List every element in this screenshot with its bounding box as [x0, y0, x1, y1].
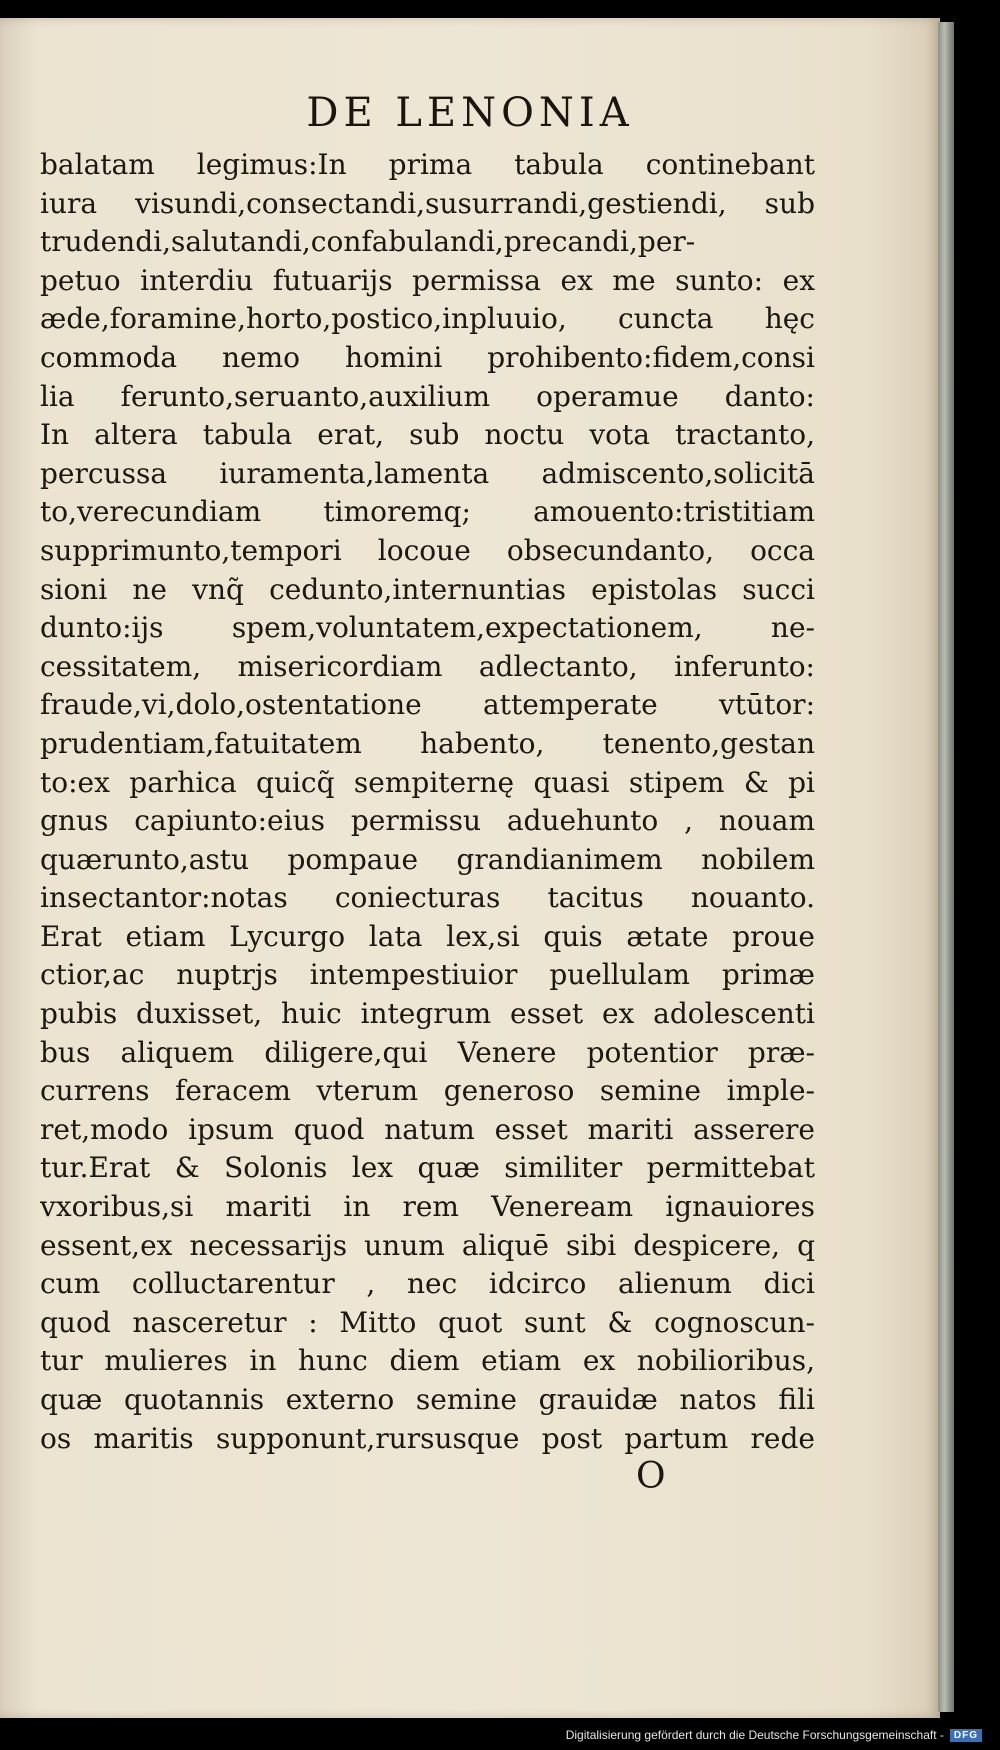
text-line: essent,ex necessarijs unum aliquē sibi despicere, q — [40, 1228, 815, 1262]
text-line: prudentiam,fatuitatem habento, tenento,gestan — [40, 726, 815, 760]
text-line: commoda nemo homini prohibento:fidem,consi — [40, 340, 815, 374]
text-line: petuo interdiu futuarijs permissa ex me sunto: ex — [40, 263, 815, 297]
text-line: pubis duxisset, huic integrum esset ex adolescenti — [40, 997, 815, 1031]
body-text — [40, 146, 815, 1458]
text-line: balatam legimus:In prima tabula continebant — [40, 148, 815, 181]
text-line: insectantor:notas coniecturas tacitus nouanto. — [40, 881, 815, 915]
text-line: dunto:ijs spem,voluntatem,expectationem, ne- — [40, 611, 815, 645]
text-line: quærunto,astu pompaue grandianimem nobilem — [40, 842, 815, 876]
text-line: tur.Erat & Solonis lex quæ similiter permittebat — [40, 1151, 815, 1185]
text-line: os maritis supponunt,rursusque post partum rede — [40, 1421, 815, 1455]
text-line: to:ex parhica quicq̃ sempiternę quasi stipem & pi — [40, 765, 815, 799]
text-line: percussa iuramenta,lamenta admiscento,solicitā — [40, 456, 815, 490]
text-line: In altera tabula erat, sub noctu vota tractanto, — [40, 418, 815, 452]
book-page — [0, 18, 940, 1718]
text-line: quod nasceretur : Mitto quot sunt & cognoscun- — [40, 1305, 815, 1339]
text-line: supprimunto,tempori locoue obsecundanto, occa — [40, 533, 815, 567]
text-line: iura visundi,consectandi,susurrandi,gestiendi, sub — [40, 186, 815, 220]
dfg-logo-icon: DFG — [950, 1729, 982, 1742]
text-line: lia ferunto,seruanto,auxilium operamue danto: — [40, 379, 815, 413]
text-line: to,verecundiam timoremq; amouento:tristitiam — [40, 495, 815, 529]
text-line: æde,foramine,horto,postico,inpluuio, cuncta hęc — [40, 302, 815, 336]
text-line: ctior,ac nuptrjs intempestiuior puellulam primæ — [40, 958, 815, 992]
text-line: cum colluctarentur , nec idcirco alienum dici — [40, 1267, 815, 1301]
footer-credit — [566, 1728, 982, 1742]
text-line: fraude,vi,dolo,ostentatione attemperate vtūtor: — [40, 688, 815, 722]
text-line: quæ quotannis externo semine grauidæ natos fili — [40, 1383, 815, 1416]
text-line: tur mulieres in hunc diem etiam ex nobilioribus, — [40, 1344, 815, 1378]
text-line: ret,modo ipsum quod natum esset mariti asserere — [40, 1112, 815, 1146]
text-line: Erat etiam Lycurgo lata lex,si quis ætate proue — [40, 919, 815, 953]
text-line: vxoribus,si mariti in rem Veneream ignauiores — [40, 1190, 815, 1224]
text-line: currens feracem vterum generoso semine imple- — [40, 1074, 815, 1108]
footer-credit-text: Digitalisierung gefördert durch die Deutsche Forschungsgemeinschaft - — [565, 1728, 944, 1742]
text-line: sioni ne vnq̃ cedunto,internuntias epistolas succi — [40, 572, 815, 606]
text-line: cessitatem, misericordiam adlectanto, inferunto: — [40, 649, 815, 683]
text-line: trudendi,salutandi,confabulandi,precandi,per- — [40, 225, 696, 259]
text-line: bus aliquem diligere,qui Venere potentior præ- — [40, 1035, 815, 1069]
text-line: gnus capiunto:eius permissu aduehunto , nouam — [40, 804, 815, 838]
page-header: DE LENONIA — [306, 90, 634, 136]
page-fore-edge — [938, 22, 954, 1712]
catchword: O — [636, 1456, 666, 1497]
